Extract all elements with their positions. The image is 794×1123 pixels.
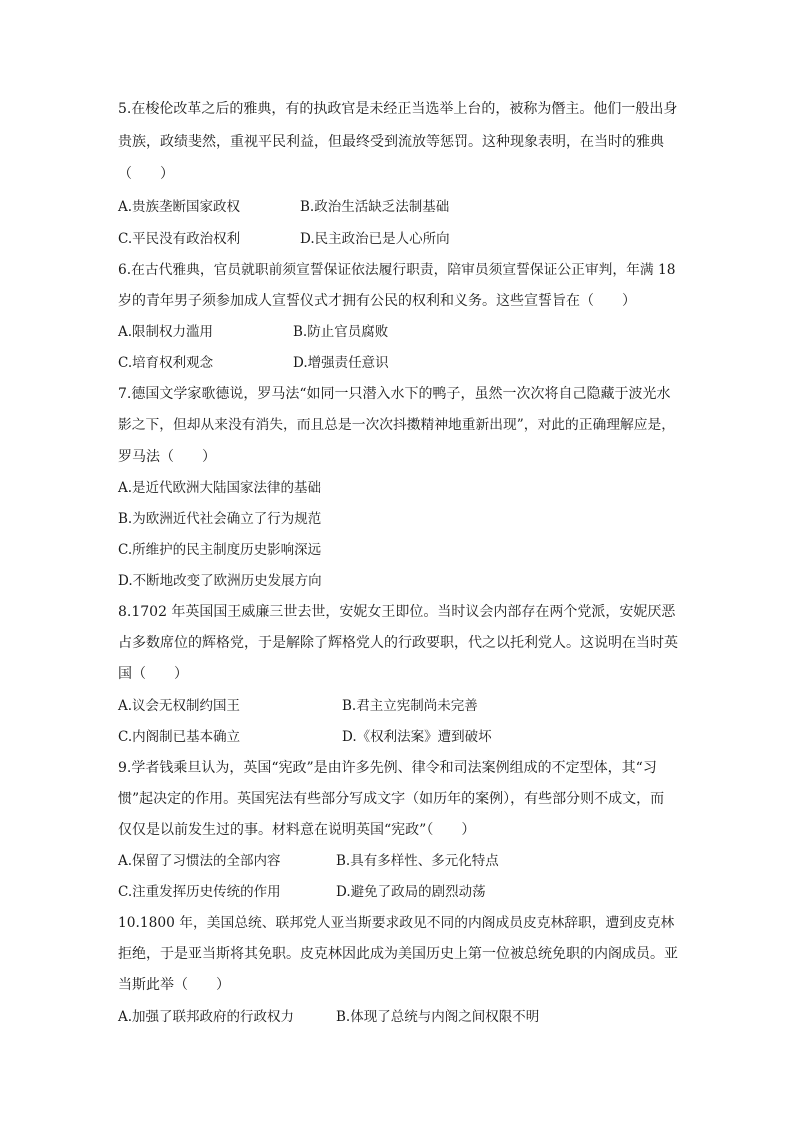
question-5-option-d: D.民主政治已是人心所向 bbox=[300, 231, 450, 247]
question-6-line-2: 岁的青年男子须参加成人宣誓仪式才拥有公民的权利和义务。这些宣誓旨在（ ） bbox=[118, 293, 636, 309]
question-8-line-1: 8.1702 年英国国王威廉三世去世，安妮女王即位。当时议会内部存在两个党派，安妮厌恶 bbox=[118, 604, 676, 620]
question-10-line-1: 10.1800 年，美国总统、联邦党人亚当斯要求政见不同的内阁成员皮克林辞职，遭到皮克林 bbox=[118, 915, 675, 931]
question-7-line-2: 影之下，但却从来没有消失，而且总是一次次抖擞精神地重新出现”，对此的正确理解应是， bbox=[118, 417, 676, 433]
question-7-option-d: D.不断地改变了欧洲历史发展方向 bbox=[118, 573, 322, 589]
question-5-option-a: A.贵族垄断国家政权 bbox=[118, 199, 241, 215]
question-8-option-b: B.君主立宪制尚未完善 bbox=[342, 698, 478, 714]
question-7-option-c: C.所维护的民主制度历史影响深远 bbox=[118, 542, 322, 558]
question-6-option-b: B.防止官员腐败 bbox=[293, 324, 389, 340]
question-10-line-2: 拒绝，于是亚当斯将其免职。皮克林因此成为美国历史上第一位被总统免职的内阁成员。亚 bbox=[118, 946, 678, 962]
question-9-option-b: B.具有多样性、多元化特点 bbox=[336, 853, 499, 869]
question-7-line-3: 罗马法（ ） bbox=[118, 449, 216, 465]
question-8-line-3: 国（ ） bbox=[118, 666, 188, 682]
question-6-option-d: D.增强责任意识 bbox=[293, 355, 389, 371]
question-6-line-1: 6.在古代雅典，官员就职前须宣誓保证依法履行职责，陪审员须宣誓保证公正审判，年满 18 bbox=[118, 262, 676, 278]
question-8-option-a: A.议会无权制约国王 bbox=[118, 698, 241, 714]
question-9-line-3: 仅仅是以前发生过的事。材料意在说明英国“宪政”（ ） bbox=[118, 822, 476, 838]
question-10-option-b: B.体现了总统与内阁之间权限不明 bbox=[336, 1009, 540, 1025]
question-9-option-a: A.保留了习惯法的全部内容 bbox=[118, 853, 281, 869]
question-5-line-2: 贵族，政绩斐然，重视平民利益，但最终受到流放等惩罚。这种现象表明，在当时的雅典 bbox=[118, 134, 664, 150]
question-5-option-c: C.平民没有政治权利 bbox=[118, 231, 241, 247]
question-9-option-d: D.避免了政局的剧烈动荡 bbox=[336, 884, 486, 900]
question-9-option-c: C.注重发挥历史传统的作用 bbox=[118, 884, 281, 900]
question-9-line-2: 惯”起决定的作用。英国宪法有些部分写成文字（如历年的案例），有些部分则不成文，而 bbox=[118, 791, 665, 807]
question-7-option-a: A.是近代欧洲大陆国家法律的基础 bbox=[118, 480, 322, 496]
question-5-line-1: 5.在梭伦改革之后的雅典，有的执政官是未经正当选举上台的，被称为僭主。他们一般出身 bbox=[118, 101, 678, 117]
question-7-line-1: 7.德国文学家歌德说，罗马法“如同一只潜入水下的鸭子，虽然一次次将自己隐藏于波光水 bbox=[118, 386, 671, 402]
question-5-line-3: （ ） bbox=[118, 166, 174, 182]
question-8-option-d: D.《权利法案》遭到破坏 bbox=[342, 729, 492, 745]
question-8-line-2: 占多数席位的辉格党，于是解除了辉格党人的行政要职，代之以托利党人。这说明在当时英 bbox=[118, 635, 678, 651]
question-10-line-3: 当斯此举（ ） bbox=[118, 977, 230, 993]
question-6-option-a: A.限制权力滥用 bbox=[118, 324, 214, 340]
question-7-option-b: B.为欧洲近代社会确立了行为规范 bbox=[118, 511, 322, 527]
question-8-option-c: C.内阁制已基本确立 bbox=[118, 729, 241, 745]
question-5-option-b: B.政治生活缺乏法制基础 bbox=[300, 199, 450, 215]
question-10-option-a: A.加强了联邦政府的行政权力 bbox=[118, 1009, 295, 1025]
question-9-line-1: 9.学者钱乘旦认为，英国“宪政”是由许多先例、律令和司法案例组成的不定型体，其“习 bbox=[118, 760, 657, 776]
question-6-option-c: C.培育权利观念 bbox=[118, 355, 214, 371]
